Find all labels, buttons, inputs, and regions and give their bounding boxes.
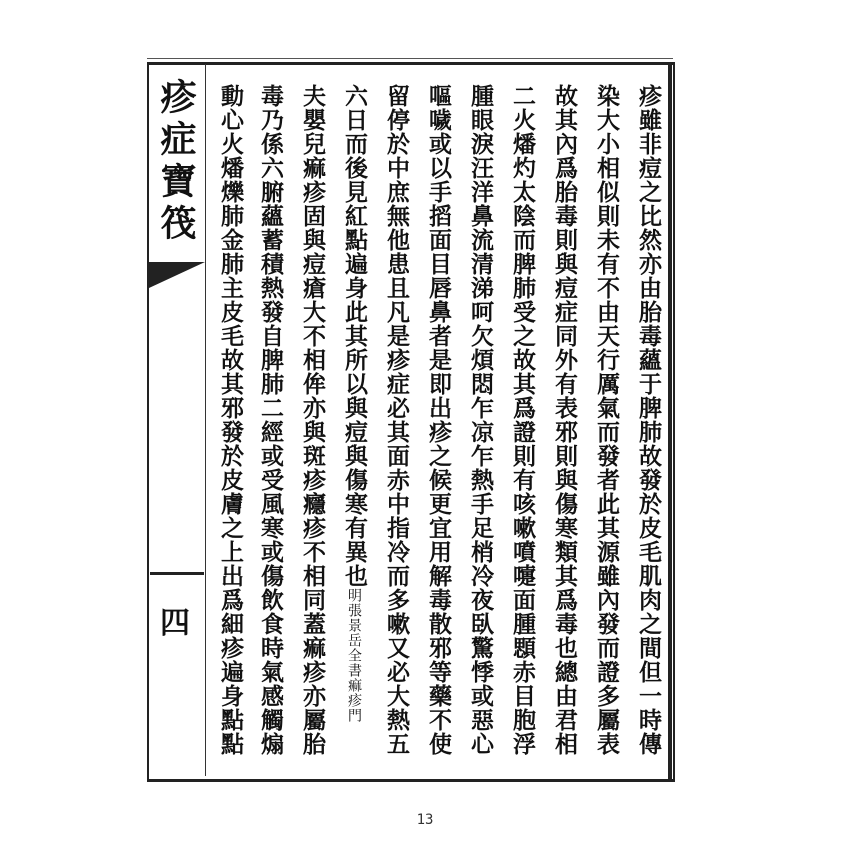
fishtail-mark: [149, 262, 205, 288]
text-column-6: 嘔噦或以手搯面目唇鼻者是即出疹之候更宜用解毒散邪等藥不使: [425, 84, 452, 756]
source-note: 明張景岳全書痲疹門: [346, 588, 362, 723]
frame-right-rule: [668, 62, 672, 780]
text-column-3: 故其內爲胎毒則與痘症同外有表邪則與傷寒類其爲毒也總由君相: [551, 84, 578, 756]
page-number: 13: [416, 812, 434, 828]
text-column-8: [334, 84, 374, 764]
margin-rule: [150, 572, 204, 575]
text-column-9: 夫嬰兒痲疹固與痘瘡大不相侔亦與斑疹癮疹不相同蓋痲疹亦屬胎: [299, 84, 326, 756]
page-number-cjk: 四: [160, 606, 190, 641]
frame-top-rule: [147, 58, 673, 59]
margin-divider: [205, 64, 206, 776]
text-column-5: 腫眼淚汪洋鼻流清涕呵欠煩悶乍凉乍熱手足梢冷夜臥驚悸或惡心: [467, 84, 494, 756]
text-column-11: 動心火燔爍肺金肺主皮毛故其邪發於皮膚之上出爲細疹遍身點點: [217, 84, 244, 756]
text-column-7: 留停於中庶無他患且凡是疹症必其面赤中指冷而多嗽又必大熱五: [383, 84, 410, 756]
text-column-2: 染大小相似則未有不由天行厲氣而發者此其源雖內發而證多屬表: [593, 84, 620, 756]
text-column-10: 毒乃係六腑蘊蓄積熱發自脾肺二經或受風寒或傷飲食時氣感觸煽: [257, 84, 284, 756]
book-title: 疹症寶筏: [155, 78, 197, 246]
text-column-1: 疹雖非痘之比然亦由胎毒蘊于脾肺故發於皮毛肌肉之間但一時傳: [635, 84, 662, 756]
text-column-4: 二火燔灼太陰而脾肺受之故其爲證則有咳嗽噴嚏面腫顋赤目胞浮: [509, 84, 536, 756]
text-column-8-main: 六日而後見紅點遍身此其所以與痘與傷寒有異也: [341, 84, 368, 588]
